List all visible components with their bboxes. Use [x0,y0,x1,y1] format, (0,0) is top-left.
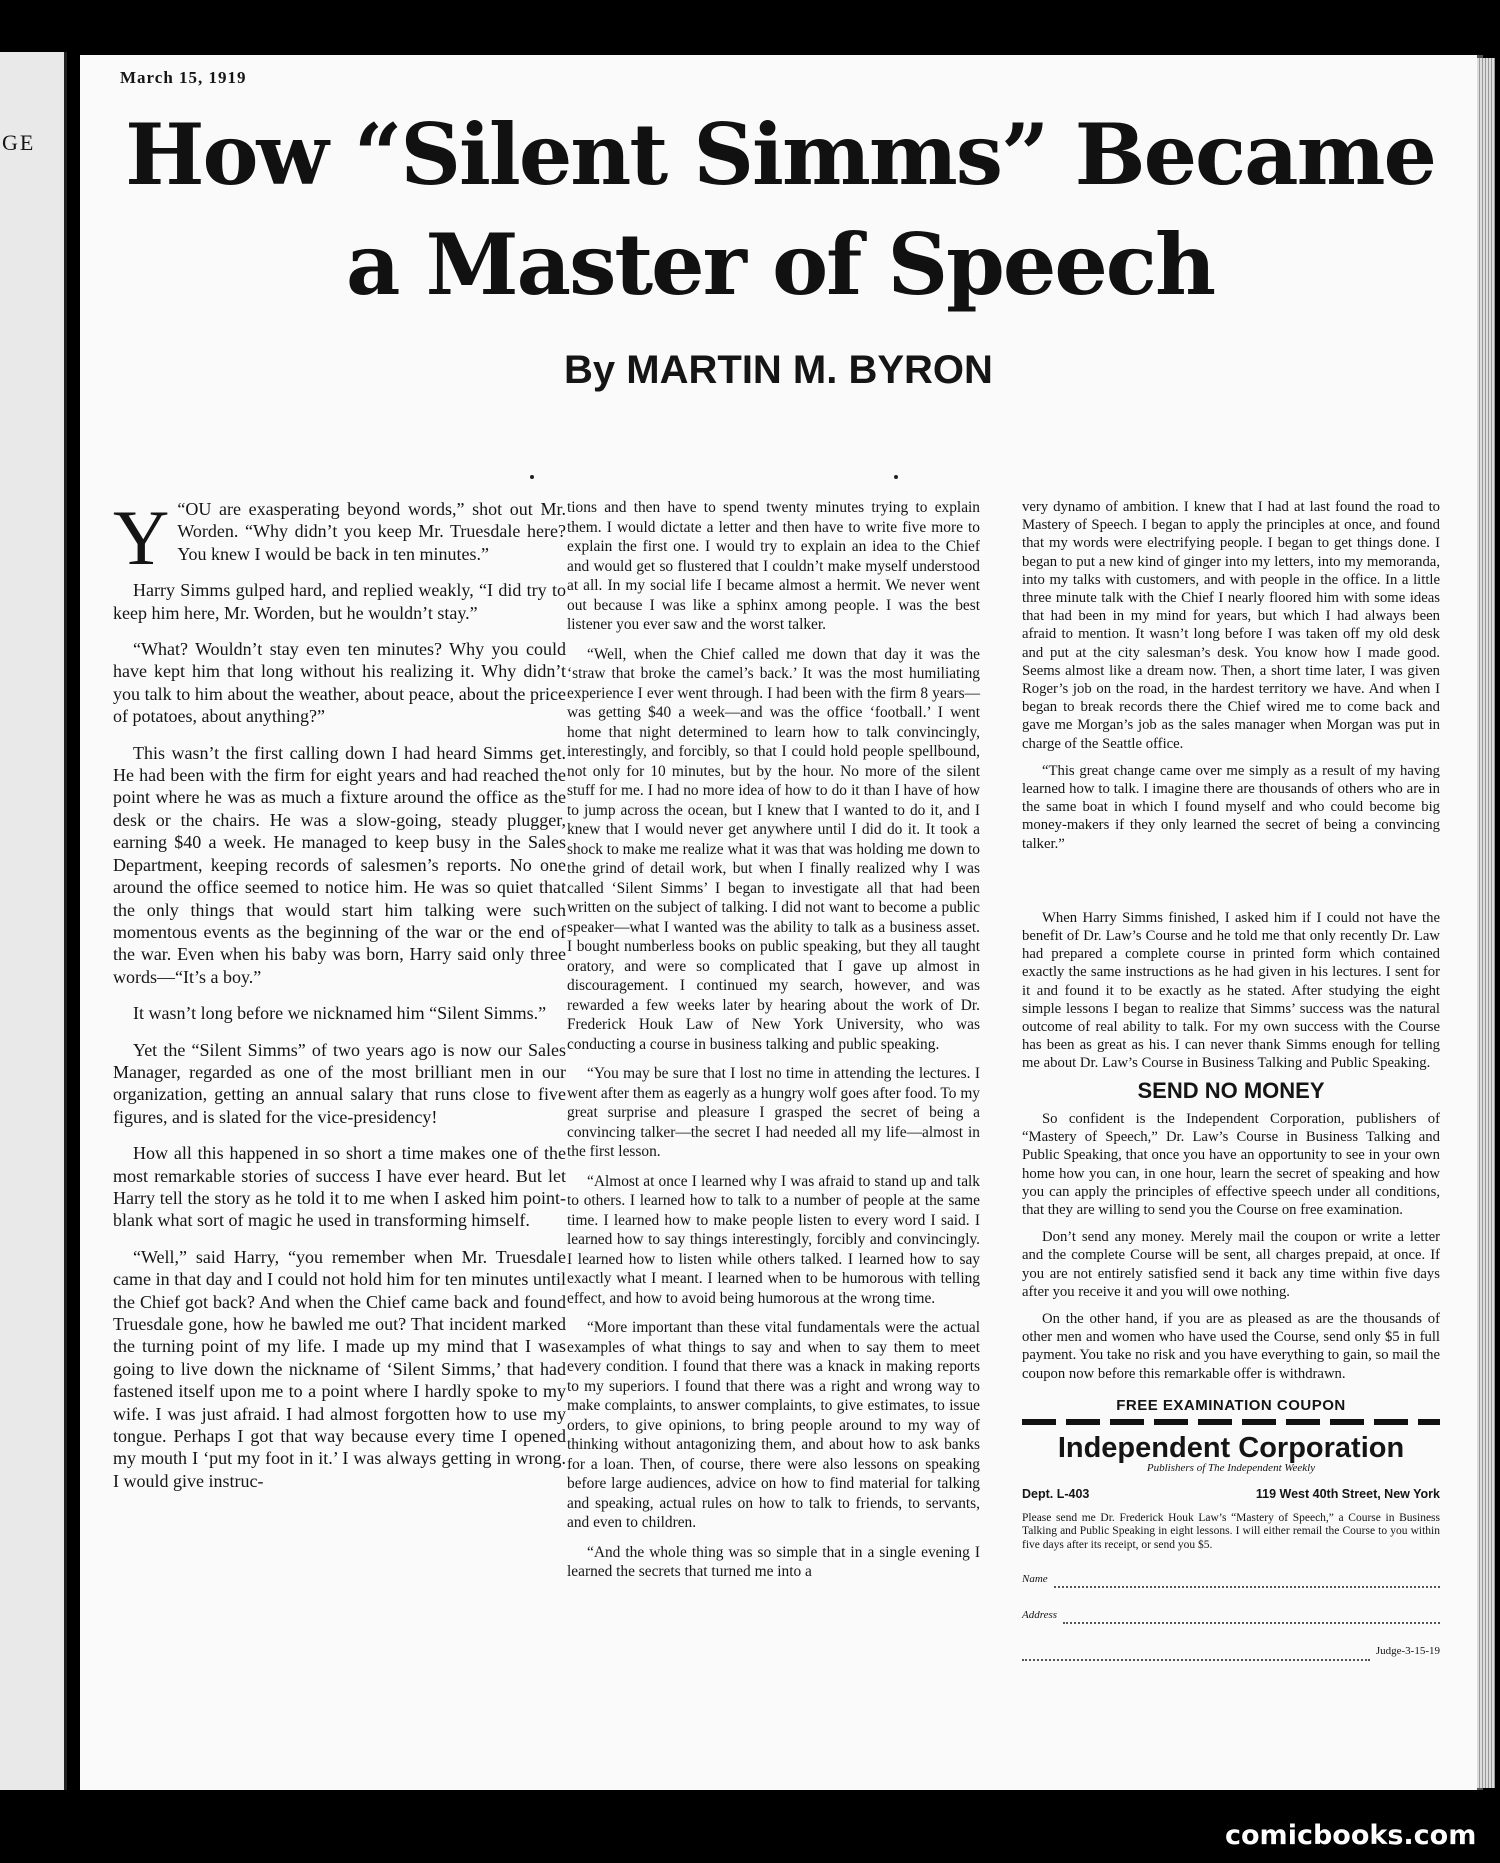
paragraph: When Harry Simms finished, I asked him if I could not have the benefit of Dr. Law’s Course and he told me that only recently Dr. Law had prepared a complete course in printed form which contained exactly the same instructions as he had given in his lectures. I sent for it and found it to be exactly as he stated. After studying the eight simple lessons I began to realize that Simms’ success was the natural outcome of real ability to talk. For my own success with the Course has been as great as his. I can never thank Simms enough for telling me about Dr. Law’s Course in Business Talking and Public Speaking. [1022,909,1440,1072]
issue-date: March 15, 1919 [120,68,247,87]
adjacent-page-fragment: GE [2,130,36,155]
ornament-dot [530,475,534,479]
ornament-dot [894,475,898,479]
paragraph: On the other hand, if you are as pleased as are the thousands of other men and women who have used the Course, send only $5 in full payment. You take no risk and you have everything to gain, so mail the coupon now before this remarkable offer is withdrawn. [1022,1310,1440,1382]
headline-line-1: How “Silent Simms” Became [125,105,1435,204]
extra-address-line[interactable] [1022,1649,1370,1661]
paragraph: Don’t send any money. Merely mail the coupon or write a letter and the complete Course will be sent, all charges prepaid, at once. If you are not entirely satisfied send it back any time within five days after you receive it and you will owe nothing. [1022,1229,1440,1300]
cut-line [1022,1419,1440,1425]
address-label: Address [1022,1609,1058,1622]
paragraph: How all this happened in so short a time makes one of the most remarkable stories of success I have ever heard. But let Harry tell the story as he told it to me when I asked him point-blank what sort of magic he used in transforming himself. [113,1143,566,1231]
dept-address-row [1022,1485,1440,1503]
name-label: Name [1022,1573,1048,1586]
paragraph: So confident is the Independent Corporation, publishers of “Mastery of Speech,” Dr. Law’s Course in Business Talking and Public Speaking, that once you have an opportunity to see in your own home how you can, in one hour, learn the secret of speaking and how you can apply the principles of effective speech under all conditions, that they are willing to send you the Course on free examination. [1022,1110,1440,1218]
coupon[interactable] [1022,1397,1440,1661]
paragraph: “Well, when the Chief called me down that day it was the ‘straw that broke the camel’s back.’ It was the most humiliating experience I ever went through. I had been with the firm 8 years—was getting $40 a week—and was the office ‘football.’ I went home that night determined to learn how to talk convincingly, interestingly, and forcibly, so that I could hold people spellbound, not only for 10 minutes, but by the hour. No more of the silent stuff for me. I had no more idea of how to do it than I have of how to jump across the ocean, but I knew that I wanted to do it, and I knew that I would never get anywhere until I did do it. It took a shock to make me realize what it was that was holding me down to the grind of detail work, but when I finally realized why I was called ‘Silent Simms’ I began to investigate all that had been written on the subject of talking. I did not want to become a public speaker—what I wanted was the ability to talk as a business asset. I bought numberless books on public speaking, but they all taught oratory, and were so complicated that I gave up almost in discouragement. I continued my search, however, and was rewarded a few weeks later by hearing about the work of Dr. Frederick Houk Law of New York University, who was conducting a course in business talking and public speaking. [567,645,980,1053]
article-column-3 [1022,498,1440,1661]
name-line[interactable] [1054,1576,1440,1588]
site-watermark: comicbooks.com [1225,1820,1477,1851]
publishers-line: Publishers of The Independent Weekly [1146,1462,1316,1475]
paragraph: tions and then have to spend twenty minutes trying to explain them. I would dictate a letter and then have to write five more to explain the first one. I would try to explain an idea to the Chief and would get so flustered that I couldn’t make myself understood at all. In my social life I became almost a hermit. We never went out because I was like a sphinx among people. I was the best listener you ever saw and the worst talker. [567,499,980,633]
paragraph: “You may be sure that I lost no time in attending the lectures. I went after them as eagerly as a hungry wolf goes after food. To my great surprise and pleasure I grasped the secret of being a convincing talker—the secret I had needed all my life—almost in the first lesson. [567,1065,980,1160]
paragraph: It wasn’t long before we nicknamed him “Silent Simms.” [133,1003,547,1024]
send-no-money-heading: SEND NO MONEY [1137,1077,1325,1103]
article-column-2 [567,498,980,1592]
paragraph: “This great change came over me simply as a result of my having learned how to talk. I imagine there are thousands of others who are in the same boat in which I found myself and who could become big money-makers if they only learned the secret of being a convincing talker.” [1022,762,1440,852]
drop-cap: Y [113,494,170,581]
name-field[interactable] [1022,1570,1440,1588]
headline-line-2: a Master of Speech [345,215,1215,314]
paragraph: Y “OU are exasperating beyond words,” shot out Mr. Worden. “Why didn’t you keep Mr. Truesdale here? You knew I would be back in ten minutes.” [113,494,566,581]
article-column-1 [113,494,566,1506]
paragraph: Harry Simms gulped hard, and replied weakly, “I did try to keep him here, Mr. Worden, but he wouldn’t stay.” [113,580,566,623]
magazine-page [80,55,1483,1790]
paragraph: This wasn’t the first calling down I had heard Simms get. He had been with the firm for eight years and had reached the point where he was as much a fixture around the office as the desk or the chairs. He was a slow-going, steady plugger, earning $40 a week. He managed to keep busy in the Sales Department, keeping records of salesmen’s reports. No one around the office seemed to notice him. He was so quiet that the only things that would start him talking were such momentous events as the beginning of the war or the end of the war. Even when his baby was born, Harry said only three words—“It’s a boy.” [113,742,566,987]
paragraph: “What? Wouldn’t stay even ten minutes? Why you could have kept him that long without his realizing it. Why didn’t you talk to him about the weather, about peace, about the price of potatoes, about anything?” [113,639,566,727]
adjacent-page-spine [0,52,67,1790]
paragraph: “More important than these vital fundamentals were the actual examples of what things to say and when to say them to meet every condition. I found that there was a knack in making reports to my superiors. I found that there was a right and wrong way to make complaints, to answer complaints, to give estimates, to issue orders, to give opinions, to bring people around to my way of thinking without antagonizing them, and about how to ask banks for a loan. Then, of course, there were also lessons on speaking before large audiences, advice on how to find material for talking and speaking, actual rules on how to talk to friends, to servants, and even to children. [567,1319,980,1531]
street-address: 119 West 40th Street, New York [1255,1487,1440,1502]
address-line[interactable] [1063,1612,1440,1624]
byline: By MARTIN M. BYRON [564,348,993,392]
address-field[interactable] [1022,1606,1440,1624]
paragraph: very dynamo of ambition. I knew that I had at last found the road to Mastery of Speech. I began to apply the principles at once, and found that my words were electrifying people. I began to get things done. I began to put a new kind of ginger into my letters, into my memoranda, into my talks with customers, and with people in the office. In a little three minute talk with the Chief I nearly floored him with some ideas that had been in my mind for years, but which I had always been afraid to mention. It wasn’t long before I was taken off my old desk and put at the city salesman’s desk. You know how I made good. Seems almost like a dream now. Then, a short time later, I was given Roger’s job on the road, in the hardest territory we have. And when I began to break records there the Chief wired me to come back and gave me Morgan’s job as the sales manager when Morgan was put in charge of the Seattle office. [1022,499,1440,752]
paragraph: “Well,” said Harry, “you remember when Mr. Truesdale came in that day and I could not hold him for ten minutes until the Chief got back? And when the Chief came back and found Truesdale gone, how he bawled me out? That incident marked the turning point of my life. I made up my mind that I was going to live down the nickname of ‘Silent Simms,’ that had fastened itself upon me to a point where I hardly spoke to my wife. I was just afraid. I had almost forgotten how to use my tongue. Perhaps I got that way because every time I opened my mouth I ‘put my foot in it.’ I was always getting in wrong. I would give instruc- [113,1246,566,1491]
coupon-body: Please send me Dr. Frederick Houk Law’s “Mastery of Speech,” a Course in Business Talking and Public Speaking in eight lessons. I will either remail the Course to you within five days after its receipt, or send you $5. [1022,1511,1440,1551]
paragraph: Yet the “Silent Simms” of two years ago is now our Sales Manager, regarded as one of the most brilliant men in our organization, getting an annual salary that runs close to five figures, and is slated for the vice-presidency! [113,1039,566,1127]
paragraph: “And the whole thing was so simple that in a single evening I learned the secrets that turned me into a [567,1543,980,1580]
coupon-title: FREE EXAMINATION COUPON [1116,1396,1346,1414]
company-name: Independent Corporation [1057,1431,1405,1464]
dept-code: Dept. L-403 [1022,1487,1090,1502]
headline [100,100,1460,320]
page-edge [1477,58,1495,1788]
paragraph: “Almost at once I learned why I was afraid to stand up and talk to others. I learned how to talk to a number of people at the same time. I learned how to make people listen to every word I said. I learned how to say things interestingly, forcibly and convincingly. I learned how to listen while others talked. I learned how to say exactly what I meant. I learned when to be humorous with telling effect, and how to avoid being humorous at the wrong time. [567,1172,980,1307]
extra-address-field[interactable] [1022,1642,1440,1660]
coupon-code: Judge-3-15-19 [1375,1645,1440,1658]
